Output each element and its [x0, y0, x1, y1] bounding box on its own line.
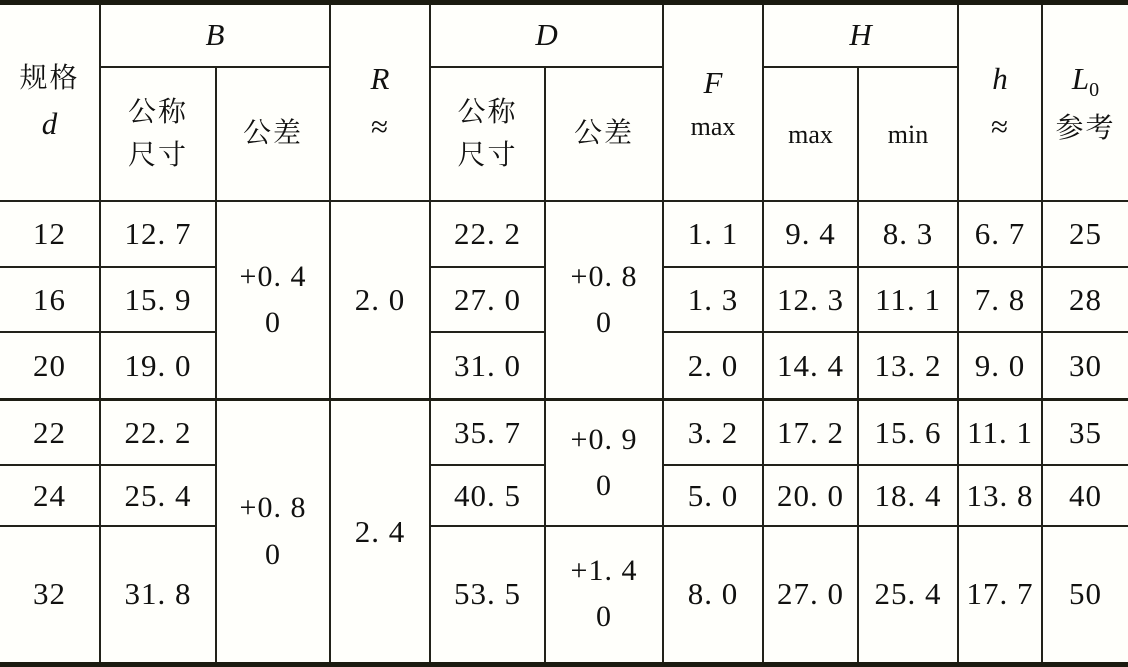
header-B-nominal: 公称 尺寸 — [100, 67, 216, 201]
header-L0-reference — [1042, 5, 1128, 201]
d-nominal-value: 35. 7 — [430, 400, 545, 465]
h-min-value: 11. 1 — [858, 267, 958, 332]
header-L0-subscript: 0 — [1089, 79, 1100, 102]
l0-reference-value: 35 — [1042, 400, 1128, 465]
table-row — [0, 526, 1128, 662]
header-H-group — [763, 5, 958, 67]
spec-d-value: 16 — [0, 267, 100, 332]
table-row — [0, 201, 1128, 266]
b-tolerance-group1: +0. 4 0 — [216, 201, 330, 399]
h-max-value: 14. 4 — [763, 332, 858, 400]
header-h-approx — [958, 5, 1042, 201]
b-nominal-value: 12. 7 — [100, 201, 216, 266]
header-F-letter: F — [703, 64, 723, 100]
l0-reference-value: 30 — [1042, 332, 1128, 400]
h-approx-value: 9. 0 — [958, 332, 1042, 400]
h-approx-value: 13. 8 — [958, 465, 1042, 525]
d-nominal-value: 27. 0 — [430, 267, 545, 332]
table-row — [0, 400, 1128, 465]
header-row-1 — [0, 5, 1128, 67]
f-max-value: 8. 0 — [663, 526, 763, 662]
d-tolerance-group1: +0. 8 0 — [545, 201, 663, 399]
f-max-value: 1. 1 — [663, 201, 763, 266]
spec-d-value: 24 — [0, 465, 100, 525]
spec-d-value: 20 — [0, 332, 100, 400]
d-nominal-value: 31. 0 — [430, 332, 545, 400]
d-tolerance-group2: +0. 9 0 — [545, 400, 663, 526]
h-approx-value: 6. 7 — [958, 201, 1042, 266]
header-D-nominal: 公称 尺寸 — [430, 67, 545, 201]
header-D-group — [430, 5, 663, 67]
spec-d-value: 12 — [0, 201, 100, 266]
spec-table — [0, 5, 1128, 662]
h-approx-value: 11. 1 — [958, 400, 1042, 465]
spec-d-value: 22 — [0, 400, 100, 465]
approx-symbol: ≈ — [370, 108, 389, 144]
header-R-approx — [330, 5, 430, 201]
header-B-letter: B — [205, 17, 225, 53]
header-d-lower-letter: d — [41, 106, 58, 142]
h-min-value: 25. 4 — [858, 526, 958, 662]
l0-reference-value: 40 — [1042, 465, 1128, 525]
r-value-group1: 2. 0 — [330, 201, 430, 399]
f-max-value: 5. 0 — [663, 465, 763, 525]
header-D-tolerance: 公差 — [545, 67, 663, 201]
header-spec-d — [0, 5, 100, 201]
header-D-letter: D — [535, 17, 558, 53]
l0-reference-value: 50 — [1042, 526, 1128, 662]
b-nominal-value: 31. 8 — [100, 526, 216, 662]
header-spec-label: 规格 — [19, 63, 80, 95]
b-nominal-value: 25. 4 — [100, 465, 216, 525]
approx-symbol: ≈ — [991, 108, 1010, 144]
h-max-value: 9. 4 — [763, 201, 858, 266]
header-L0-letter: $L_0$ — [1071, 61, 1100, 102]
b-nominal-value: 19. 0 — [100, 332, 216, 400]
header-F-max-label: max — [690, 111, 736, 141]
h-min-value: 8. 3 — [858, 201, 958, 266]
b-nominal-value: 15. 9 — [100, 267, 216, 332]
d-nominal-value: 53. 5 — [430, 526, 545, 662]
header-B-tolerance: 公差 — [216, 67, 330, 201]
h-max-value: 20. 0 — [763, 465, 858, 525]
d-nominal-value: 40. 5 — [430, 465, 545, 525]
header-reference-label: 参考 — [1055, 112, 1116, 144]
h-approx-value: 17. 7 — [958, 526, 1042, 662]
d-nominal-value: 22. 2 — [430, 201, 545, 266]
h-min-value: 15. 6 — [858, 400, 958, 465]
h-max-value: 12. 3 — [763, 267, 858, 332]
header-H-letter: H — [849, 17, 872, 53]
l0-reference-value: 25 — [1042, 201, 1128, 266]
header-H-min: min — [858, 67, 958, 201]
h-max-value: 17. 2 — [763, 400, 858, 465]
header-h-letter: h — [992, 60, 1008, 96]
r-value-group2: 2. 4 — [330, 400, 430, 662]
h-max-value: 27. 0 — [763, 526, 858, 662]
b-nominal-value: 22. 2 — [100, 400, 216, 465]
f-max-value: 3. 2 — [663, 400, 763, 465]
h-min-value: 13. 2 — [858, 332, 958, 400]
header-B-group — [100, 5, 330, 67]
f-max-value: 2. 0 — [663, 332, 763, 400]
h-approx-value: 7. 8 — [958, 267, 1042, 332]
spec-d-value: 32 — [0, 526, 100, 662]
header-H-max: max — [763, 67, 858, 201]
d-tolerance-group3: +1. 4 0 — [545, 526, 663, 662]
l0-reference-value: 28 — [1042, 267, 1128, 332]
header-R-letter: R — [370, 60, 390, 96]
h-min-value: 18. 4 — [858, 465, 958, 525]
header-F-max — [663, 5, 763, 201]
f-max-value: 1. 3 — [663, 267, 763, 332]
b-tolerance-group2: +0. 8 0 — [216, 400, 330, 662]
